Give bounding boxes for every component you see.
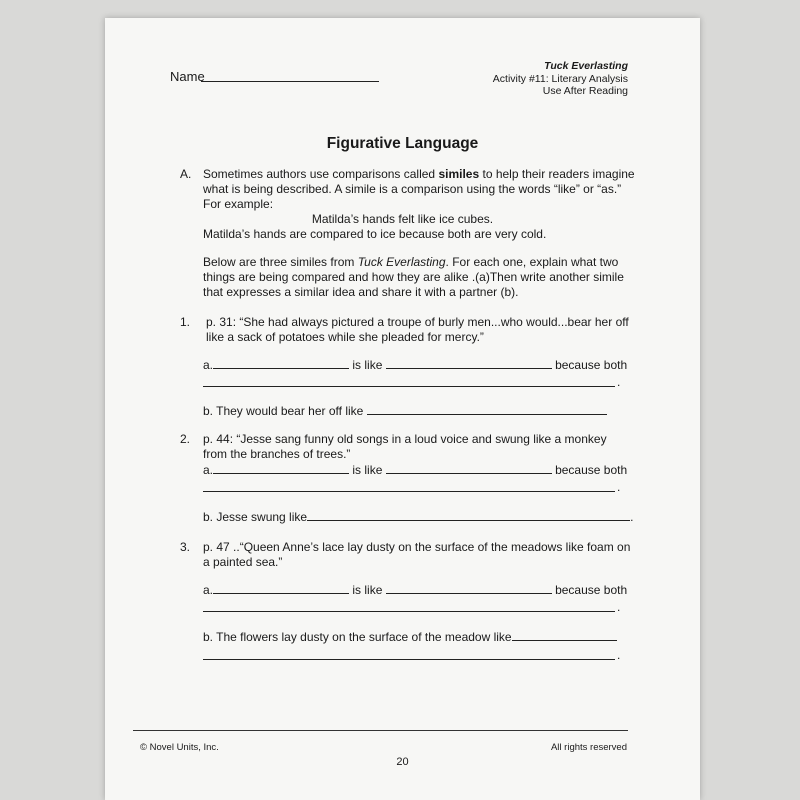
item-2-number: 2.: [180, 432, 191, 446]
intro-text-2: to help their readers imagine what is being described. A simile is a comparison using the words “like” or “as.” For example:: [203, 167, 635, 211]
instructions: [203, 255, 635, 300]
item-2-blank-2[interactable]: [386, 462, 552, 474]
item-3-part-b: b. The flowers lay dusty on the surface of the meadow like: [203, 629, 617, 645]
item-1-blank-b[interactable]: [367, 403, 607, 415]
item-2-quote: p. 44: “Jesse sang funny old songs in a loud voice and swung like a monkey from the branches of trees.”: [203, 432, 607, 461]
instructions-italic: Tuck Everlasting: [357, 255, 446, 269]
intro-bold: similes: [438, 167, 480, 181]
item-3-blank-2[interactable]: [386, 582, 552, 594]
intro-text-1: Sometimes authors use comparisons called: [203, 167, 439, 181]
item-2-blank-1[interactable]: [213, 462, 349, 474]
rights-text: All rights reserved: [550, 742, 627, 753]
worksheet-page: Name Tuck Everlasting Activity #11: Literary Analysis Use After Reading Figurative Language A. Sometimes authors use comparisons called similes to help their readers imagine what is being described. A simile is a comparison using the words “like” or “as.” For example: Matilda’s hands felt like ice cubes. Matilda’s hands are compared to ice because both are very cold. Below are three similes from Tuck Everlasting. For each one, explain what two things are being compared and how they are alike .(a)Then write another simile that expresses a similar idea and share it with a partner (b). 1. p. 31: “She had always pictured a troupe of burly men...who would...bear her off like a sack of potatoes while she pleaded for mercy.” a. is like because both . b. They would bear her off like 2. p. 44: “Jesse sang funny old songs in a loud voice and swung like a monkey from the branches of trees.” a. is like because both . b. Jesse swung like . 3. p. 47 ..“Queen Anne’s lace lay dusty on the surface of the meadows like foam on a painted sea.” a. is like because both . b. The flowers lay dusty on the surface of the meadow like . © Novel Units, Inc. All rights reserved 20: [105, 18, 700, 800]
item-1-part-b: b. They would bear her off like: [203, 403, 607, 419]
item-1-number: 1.: [180, 315, 191, 329]
item-1-blank-2[interactable]: [386, 357, 552, 369]
instructions-text-1: Below are three similes from: [203, 255, 358, 269]
page-title: Figurative Language: [326, 135, 479, 152]
example-sentence: Matilda’s hands felt like ice cubes.: [311, 212, 494, 226]
item-2-blank-b[interactable]: [307, 509, 630, 521]
item-3-blank-b[interactable]: [512, 629, 617, 641]
activity-label: Activity #11: Literary Analysis: [492, 73, 628, 85]
item-3-answer-line-b[interactable]: [203, 659, 615, 660]
item-2-part-a: a. is like because both: [203, 463, 628, 477]
item-3-answer-line[interactable]: [203, 611, 615, 612]
item-1-blank-1[interactable]: [213, 357, 349, 369]
page-number: 20: [396, 756, 409, 768]
instructions-text-2: . For each one, explain what two things are being compared and how they are alike .(a)Then write another simile that expresses a similar idea and share it with a partner (b).: [203, 255, 624, 299]
item-3-quote: p. 47 ..“Queen Anne’s lace lay dusty on the surface of the meadows like foam on a painted sea.”: [203, 540, 631, 569]
item-1-part-a: a. is like because both: [203, 358, 628, 372]
example-explanation: Matilda’s hands are compared to ice because both are very cold.: [203, 227, 547, 241]
item-1-answer-line[interactable]: [203, 386, 615, 387]
copyright: © Novel Units, Inc.: [140, 742, 219, 753]
name-line: [201, 81, 379, 82]
section-a-label: A.: [180, 167, 192, 181]
item-3-number: 3.: [180, 540, 191, 554]
item-2-answer-line[interactable]: [203, 491, 615, 492]
item-2-part-b: b. Jesse swung like .: [203, 510, 634, 524]
section-a-intro: [203, 167, 638, 212]
footer-divider: [133, 730, 628, 731]
item-1-quote: p. 31: “She had always pictured a troupe of burly men...who would...bear her off like a sack of potatoes while she pleaded for mercy.”: [206, 315, 629, 344]
use-label: Use After Reading: [542, 85, 628, 97]
book-title: Tuck Everlasting: [544, 60, 628, 72]
name-label: Name: [170, 69, 205, 84]
item-3-part-a: a. is like because both: [203, 583, 628, 597]
item-3-blank-1[interactable]: [213, 582, 349, 594]
